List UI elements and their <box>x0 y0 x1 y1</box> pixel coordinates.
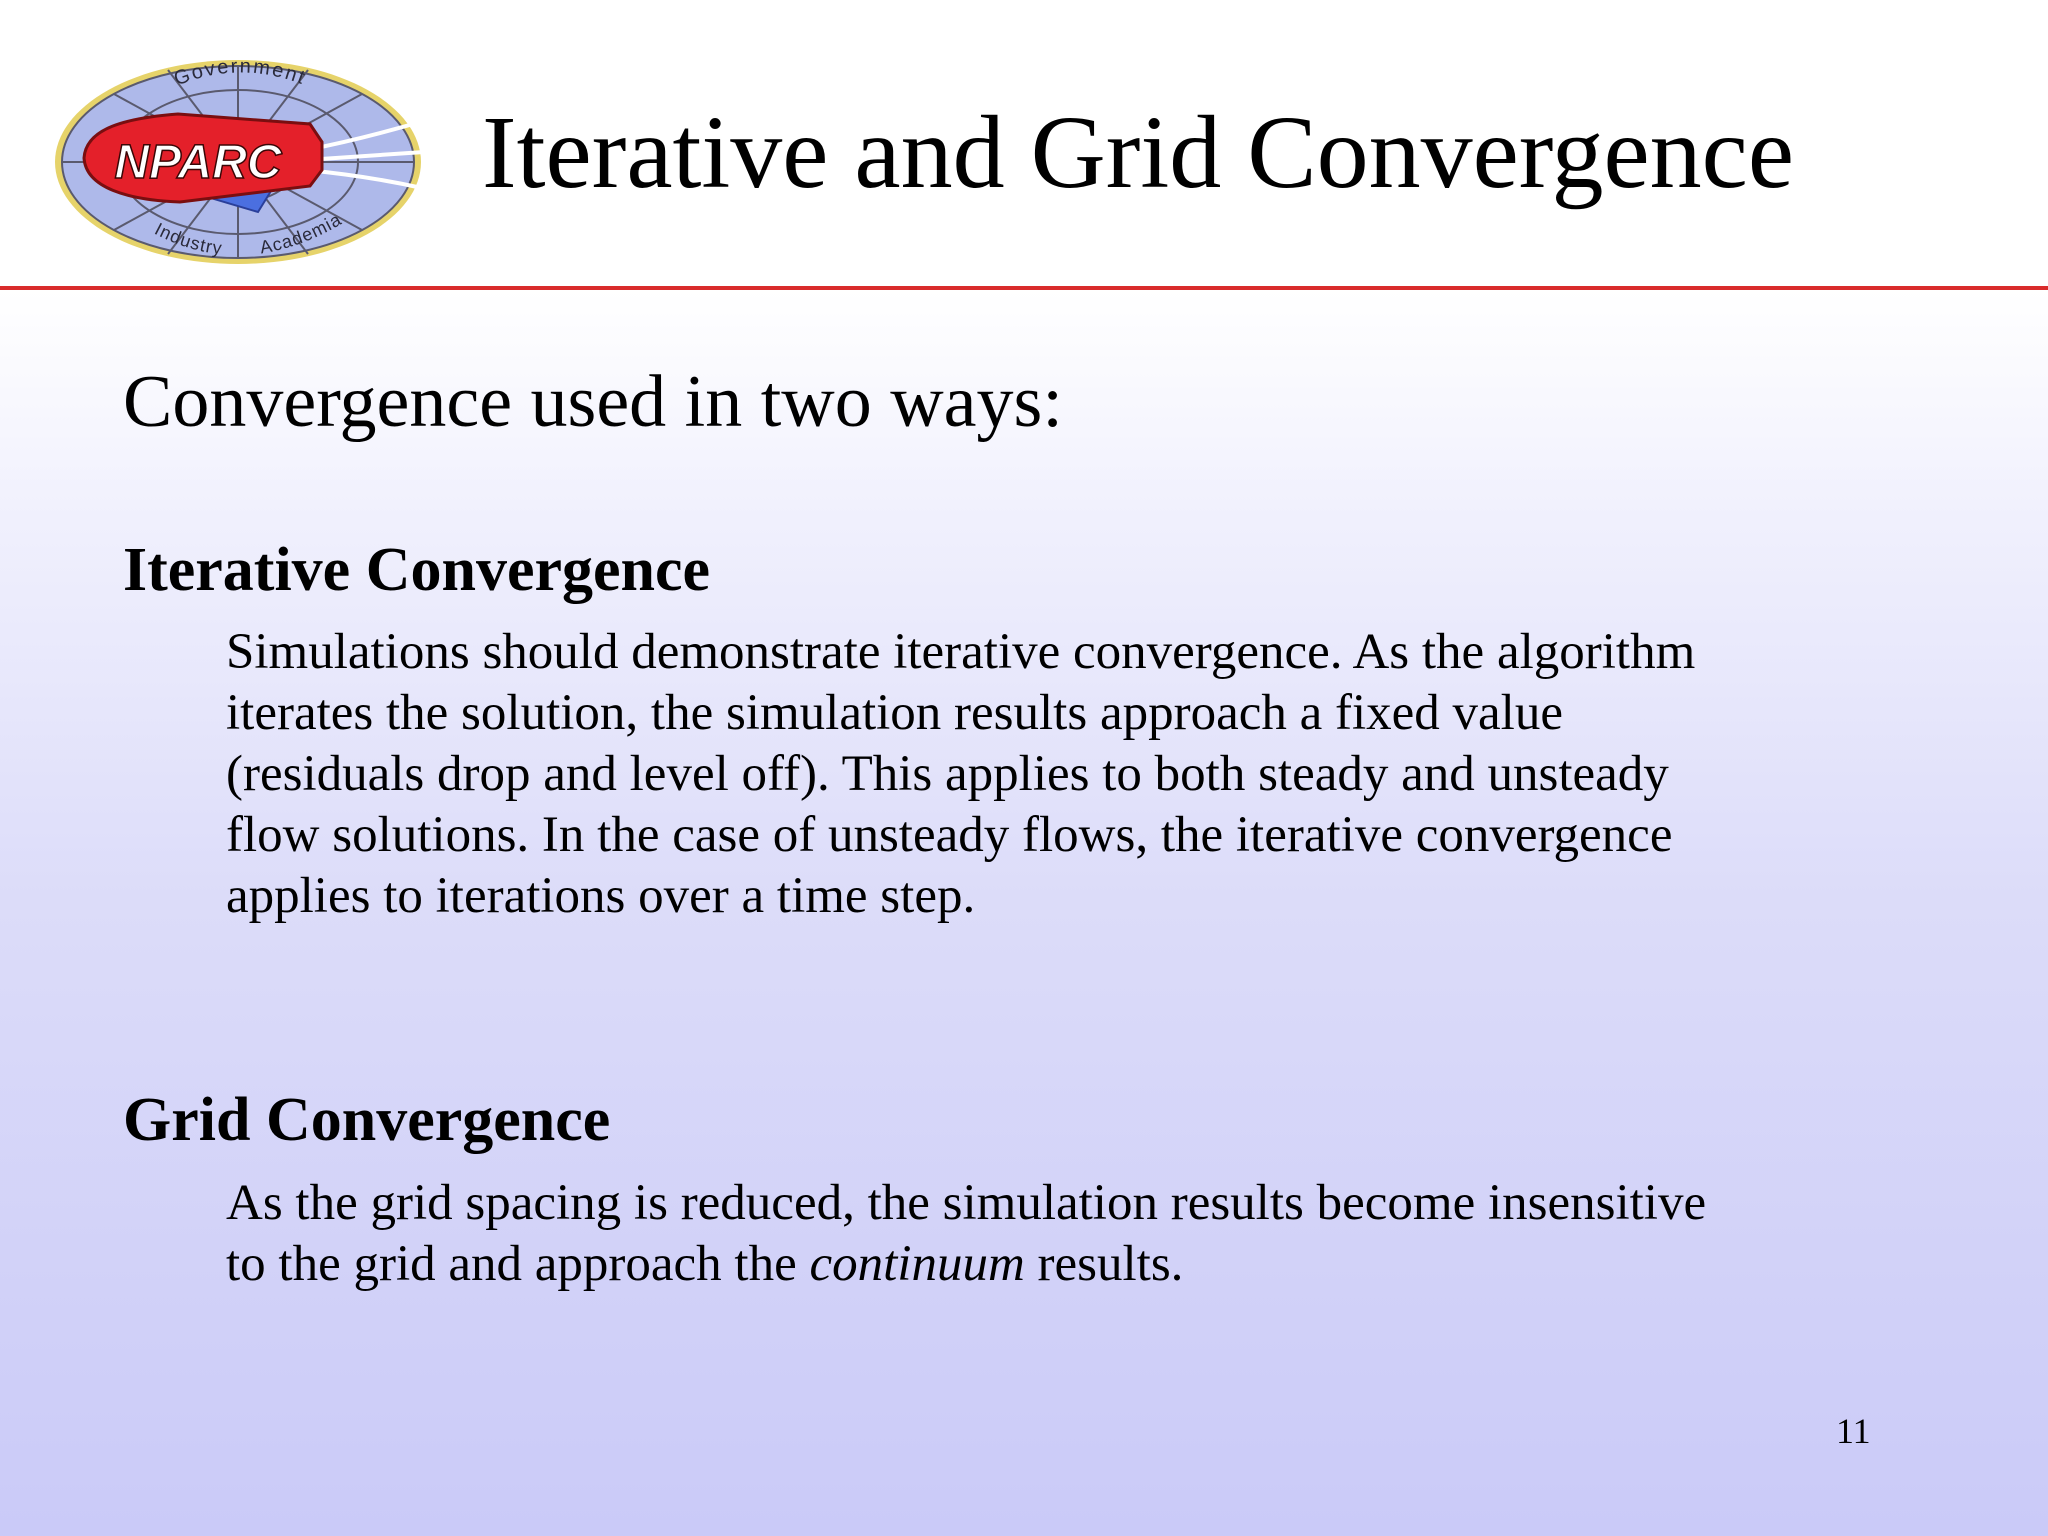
body-text: results. <box>1024 1236 1184 1292</box>
logo-arc-left: Industry <box>151 218 224 259</box>
grid-convergence-heading: Grid Convergence <box>123 1086 611 1154</box>
body-line: iterates the solution, the simulation results approach a fixed value <box>226 685 1563 741</box>
slide-number: 11 <box>1836 1411 1871 1451</box>
body-line: Simulations should demonstrate iterative convergence. As the algorithm <box>226 624 1696 680</box>
body-line: As the grid spacing is reduced, the simulation results become insensitive <box>226 1175 1707 1231</box>
body-text: to the grid and approach the <box>226 1236 810 1292</box>
intro-text: Convergence used in two ways: <box>123 361 1063 443</box>
grid-convergence-body <box>226 1173 1926 1295</box>
iterative-convergence-heading: Iterative Convergence <box>123 536 711 604</box>
iterative-convergence-body <box>226 622 1926 927</box>
nparc-logo-icon <box>48 52 428 272</box>
slide-header <box>0 0 2048 288</box>
emphasized-term: continuum <box>809 1236 1025 1292</box>
body-line: flow solutions. In the case of unsteady flows, the iterative convergence <box>226 807 1673 863</box>
logo-wordmark: NPARC <box>114 136 282 189</box>
body-line <box>226 1234 1926 1295</box>
slide-title: Iterative and Grid Convergence <box>482 95 1794 210</box>
header-divider <box>0 286 2048 290</box>
logo-arc-right: Academia <box>258 209 346 258</box>
logo-arc-top: Government <box>171 55 310 91</box>
body-line: applies to iterations over a time step. <box>226 868 976 924</box>
body-line: (residuals drop and level off). This applies to both steady and unsteady <box>226 746 1669 802</box>
